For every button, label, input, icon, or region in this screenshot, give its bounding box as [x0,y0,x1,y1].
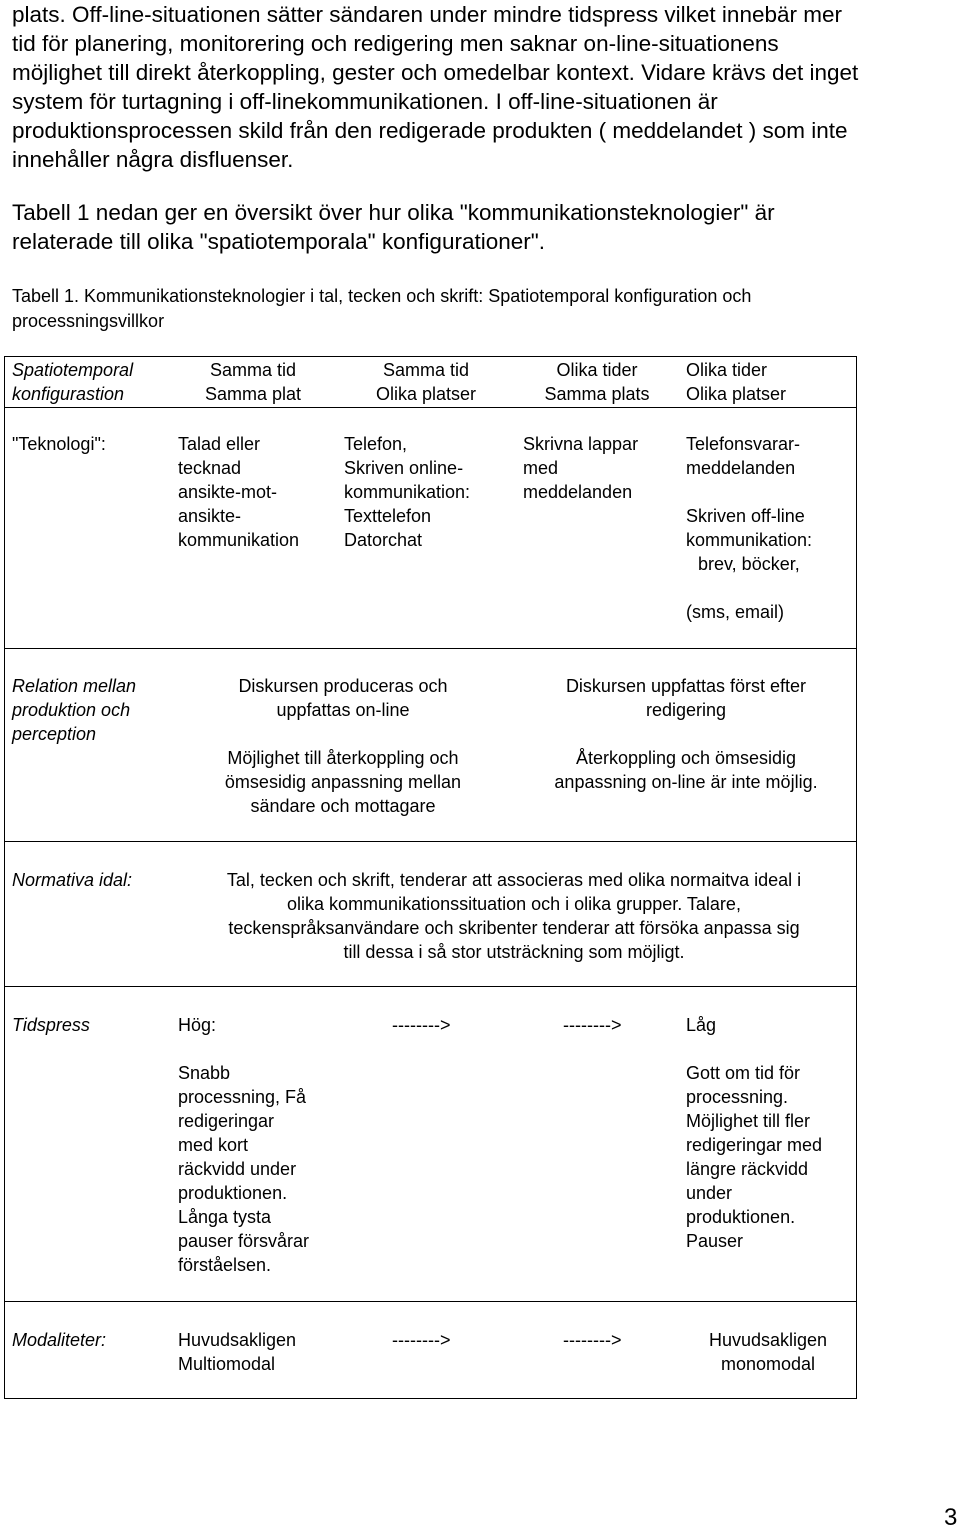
modality-right-line: Huvudsakligen [708,1330,828,1350]
config-col-line: Samma plats [544,384,650,404]
technology-line: Telefon, [344,434,408,454]
config-col-line: Samma plat [204,384,302,404]
high-desc-line: redigeringar [178,1111,275,1131]
modality-arrow: --------> [392,1330,451,1350]
technology-line: Datorchat [344,530,423,550]
technology-line: meddelanden [686,458,796,478]
time-pressure-label: Tidspress [12,1015,90,1035]
modality-left-line: Multiomodal [178,1354,276,1374]
technology-col-telephone [344,432,470,552]
technology-line: ansikte-mot- [178,482,278,502]
config-col-different-times-different-places [686,358,786,406]
config-col-line: Olika tider [686,360,768,380]
relation-label-line: Relation mellan [12,676,137,696]
technology-line: Skriven online- [344,458,464,478]
table-caption [12,284,751,334]
high-desc-line: processning, Få [178,1087,307,1107]
intro-line: produktionsprocessen skild från den redigerade produkten ( meddelandet ) som inte [12,118,848,143]
technology-line [686,480,812,504]
config-col-same-time-same-place [190,358,316,406]
relation-online-line: uppfattas on-line [276,700,410,720]
config-col-line: Olika platser [375,384,477,404]
technology-line: brev, böcker, [698,554,800,574]
technology-line: ansikte- [178,506,242,526]
modality-right [690,1328,846,1376]
intro-line: möjlighet till direkt återkoppling, gester och omedelbar kontext. Vidare krävs det inget [12,60,859,85]
low-desc-line: redigeringar med [686,1135,823,1155]
relation-offline-line: anpassning on-line är inte möjlig. [554,772,818,792]
technology-line: kommunikation: [344,482,471,502]
low-desc-line: processning. [686,1087,789,1107]
technology-line [686,576,812,600]
normative-text [176,868,852,964]
modality-right-line: monomodal [720,1354,816,1374]
high-desc-line: Långa tysta [178,1207,272,1227]
config-col-same-time-different-places [360,358,492,406]
time-pressure-low-desc [686,1061,822,1253]
normative-line: olika kommunikationssituation och i olika grupper. Talare, [287,894,741,914]
relation-offline-line: Diskursen uppfattas först efter [565,676,807,696]
config-col-line: Samma tid [209,360,297,380]
high-desc-line: pauser försvårar [178,1231,310,1251]
technology-line: Talad eller [178,434,261,454]
config-col-line: Olika tider [556,360,638,380]
config-label [12,358,133,406]
technology-col-notes [523,432,638,504]
intro-line: tid för planering, monitorering och redigering men saknar on-line-situationens [12,31,779,56]
technology-line: meddelanden [523,482,633,502]
config-label-line: konfigurastion [12,384,125,404]
time-pressure-low: Låg [686,1015,717,1035]
normative-line: Tal, tecken och skrift, tenderar att associeras med olika normaitva ideal i [226,870,802,890]
intro-line: innehåller några disfluenser. [12,147,294,172]
intro-paragraph [12,0,858,174]
relation-label [12,674,136,746]
low-desc-line: produktionen. [686,1207,796,1227]
config-col-line: Samma tid [382,360,470,380]
config-label-line: Spatiotemporal [12,360,134,380]
time-pressure-high-desc [178,1061,309,1277]
overview-paragraph [12,198,775,256]
high-desc-line: Snabb [178,1063,231,1083]
relation-offline-line: Återkoppling och ömsesidig [575,748,797,768]
caption-line: Tabell 1. Kommunikationsteknologier i tal, tecken och skrift: Spatiotemporal konfiguration och [12,286,752,306]
intro-line: plats. Off-line-situationen sätter sändaren under mindre tidspress vilket innebär mer [12,2,842,27]
overview-line: Tabell 1 nedan ger en översikt över hur olika "kommunikationsteknologier" är [12,200,775,225]
high-desc-line: räckvidd under [178,1159,297,1179]
low-desc-line: Pauser [686,1231,744,1251]
relation-label-line: produktion och [12,700,131,720]
normative-line: till dessa i så stor utsträckning som möjligt. [343,942,685,962]
normative-label: Normativa idal: [12,870,133,890]
relation-online-line: sändare och mottagare [250,796,436,816]
modality-left [178,1328,296,1376]
intro-line: system för turtagning i off-linekommunikationen. I off-line-situationen är [12,89,718,114]
technology-line: med [523,458,559,478]
technology-line: tecknad [178,458,242,478]
overview-line: relaterade till olika "spatiotemporala" konfigurationer". [12,229,545,254]
modality-left-line: Huvudsakligen [178,1330,297,1350]
low-desc-line: Möjlighet till fler [686,1111,811,1131]
normative-line: teckenspråksanvändare och skribenter tenderar att försöka anpassa sig [228,918,800,938]
relation-online-line: Möjlighet till återkoppling och [227,748,459,768]
high-desc-line: produktionen. [178,1183,288,1203]
technology-line: kommunikation: [686,530,813,550]
relation-offline-line [520,722,852,746]
technology-line: Skriven off-line [686,506,805,526]
time-pressure-high: Hög: [178,1015,217,1035]
page-number: 3 [944,1504,958,1531]
high-desc-line: med kort [178,1135,249,1155]
relation-label-line: perception [12,724,97,744]
high-desc-line: förståelsen. [178,1255,272,1275]
technology-label: "Teknologi": [12,434,106,454]
relation-online-line: Diskursen produceras och [238,676,448,696]
time-pressure-arrow: --------> [392,1015,451,1035]
technology-line: (sms, email) [686,602,784,622]
technology-line: kommunikation [178,530,300,550]
technology-line: Texttelefon [344,506,432,526]
caption-line: processningsvillkor [12,311,165,331]
modality-arrow: --------> [563,1330,622,1350]
relation-offline-line: redigering [645,700,727,720]
time-pressure-arrow: --------> [563,1015,622,1035]
modality-label: Modaliteter: [12,1330,107,1350]
technology-col-offline [686,432,812,624]
config-col-different-times-same-place [530,358,664,406]
relation-online [188,674,498,818]
low-desc-line: under [686,1183,733,1203]
technology-col-face-to-face [178,432,299,552]
low-desc-line: Gott om tid för [686,1063,801,1083]
relation-online-line: ömsesidig anpassning mellan [224,772,462,792]
technology-line: Telefonsvarar- [686,434,801,454]
relation-online-line [188,722,498,746]
relation-offline [520,674,852,794]
low-desc-line: längre räckvidd [686,1159,809,1179]
technology-line: Skrivna lappar [523,434,639,454]
config-col-line: Olika platser [686,384,787,404]
